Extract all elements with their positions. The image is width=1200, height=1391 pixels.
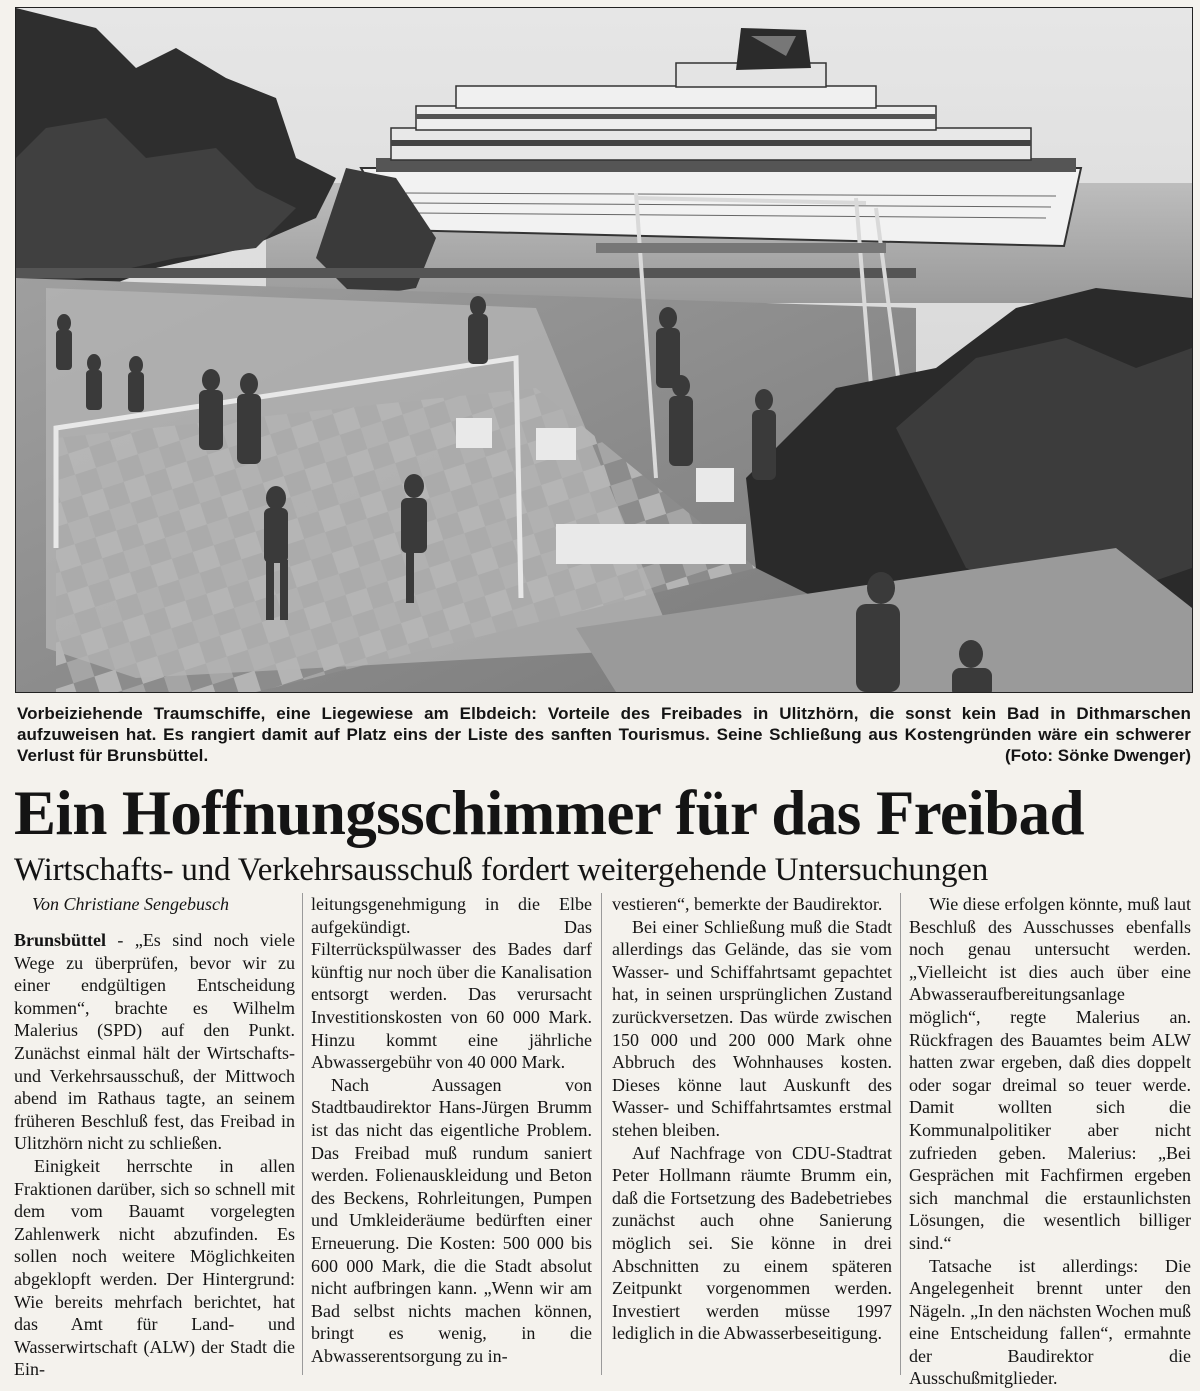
article-paragraph: Tatsache ist allerdings: Die Angelegenheit brennt unter den Nägeln. „In den nächsten Wochen muß eine Entscheidung fallen“, ermahnte der Baudirektor die Ausschußmitglieder. — [909, 1255, 1191, 1389]
column-divider — [900, 893, 901, 1375]
article-paragraph: Auf Nachfrage von CDU-Stadtrat Peter Hollmann räumte Brumm ein, daß die Fortsetzung des Badebetriebes zunächst auch ohne Sanierung möglich sei. Sie könne in drei Abschnitten zu einem späteren Zeitpunkt vorgenommen werden. Investiert werden müsse 1997 lediglich in die Abwasserbeseitigung. — [612, 1142, 892, 1344]
column-divider — [601, 893, 602, 1375]
subheadline: Wirtschafts- und Verkehrsausschuß fordert weitergehende Untersuchungen — [14, 852, 989, 888]
article-paragraph: Einigkeit herrschte in allen Fraktionen darüber, sich so schnell mit dem vom Bauamt vorgelegten Zahlenwerk nicht abzufinden. Es sollen noch weitere Möglichkeiten abgeklopft werden. Der Hintergrund: Wie bereits mehrfach berichtet, hat das Amt für Land- und Wasserwirtschaft (ALW) der Stadt die Ein- — [14, 1155, 295, 1380]
article-paragraph: leitungsgenehmigung in die Elbe aufgekündigt. Das Filterrückspülwasser des Bades darf künftig nur noch über die Kanalisation entsorgt werden. Das verursacht Investitionskosten von 60 000 Mark. Hinzu kommt eine jährliche Abwassergebühr von 40 000 Mark. — [311, 894, 592, 1073]
headline: Ein Hoffnungsschimmer für das Freibad — [14, 778, 1084, 848]
article-paragraph: Bei einer Schließung muß die Stadt allerdings das Gelände, das sie vom Wasser- und Schiffahrtsamt gepachtet hat, in seinen ursprünglichen Zustand zurückversetzen. Das würde zwischen 150 000 und 200 000 Mark ohne Abbruch des Wohnhauses kosten. Dieses könne laut Auskunft des Wasser- und Schiffahrtsamtes erstmal stehen bleiben. — [612, 916, 892, 1140]
photo-swimming-pool-and-cruise-ship — [16, 8, 1192, 692]
column-divider — [302, 893, 303, 1375]
photo-credit: (Foto: Sönke Dwenger) — [1004, 746, 1191, 765]
article-photo — [15, 7, 1193, 693]
dateline: Brunsbüttel — [14, 930, 107, 950]
article-paragraph — [14, 929, 295, 1155]
article-column-3 — [612, 893, 892, 1345]
article-paragraph: Wie diese erfolgen könnte, muß laut Beschluß des Ausschusses ebenfalls noch genau untersucht werden. „Vielleicht ist dies auch über eine Abwasseraufbereitungsanlage möglich“, regte Malerius an. Rückfragen des Bauamtes beim ALW hatten zwar ergeben, daß dies doppelt oder sogar dreimal so teuer werde. Damit wollten sich die Kommunalpolitiker aber nicht zufrieden geben. Malerius: „Bei Gesprächen mit Fachfirmen ergeben sich manchmal die erstaunlichsten Lösungen, die wesentlich billiger sind.“ — [909, 894, 1191, 1253]
article-paragraph: vestieren“, bemerkte der Baudirektor. — [612, 894, 883, 914]
article-paragraph: Nach Aussagen von Stadtbaudirektor Hans-Jürgen Brumm ist das nicht das eigentliche Problem. Das Freibad muß rundum saniert werden. Folienauskleidung und Beton des Beckens, Rohrleitungen, Pumpen und Umkleideräume bedürften einer Erneuerung. Die Kosten: 500 000 bis 600 000 Mark, die die Stadt absolut nicht aufbringen kann. „Wenn wir am Bad selbst nichts machen können, bringt es wenig, in die Abwasserentsorgung zu in- — [311, 1074, 592, 1366]
article-column-1 — [14, 893, 295, 1381]
caption-text: Vorbeiziehende Traumschiffe, eine Liegewiese am Elbdeich: Vorteile des Freibades in Ulitzhörn, die sonst kein Bad in Dithmarschen aufzuweisen hat. Es rangiert damit auf Platz eins der Liste des sanften Tourismus. Seine Schließung aus Kostengründen wäre ein schwerer Verlust für Brunsbüttel. — [17, 704, 1191, 765]
byline: Von Christiane Sengebusch — [32, 894, 229, 914]
paragraph-text: - „Es sind noch viele Wege zu überprüfen, bevor wir zu einer endgültigen Entscheidung kommen“, brachte es Wilhelm Malerius (SPD) auf den Punkt. Zunächst einmal hält der Wirtschafts- und Verkehrsausschuß, der Mittwoch abend im Rathaus tagte, an seinem früheren Beschluß fest, das Freibad in Ulitzhörn nicht zu schließen. — [14, 930, 295, 1154]
article-column-2 — [311, 893, 592, 1367]
article-column-4 — [909, 893, 1191, 1390]
